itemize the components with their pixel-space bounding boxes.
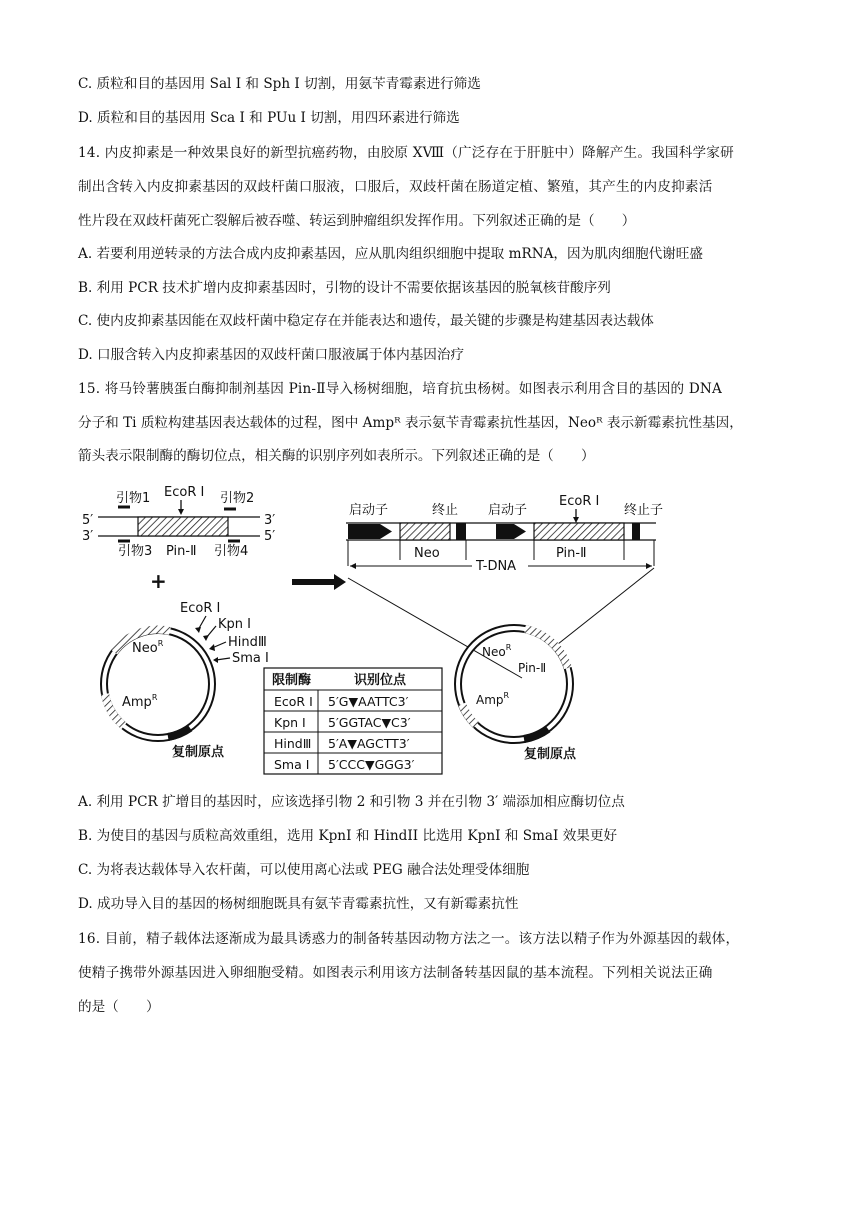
plasmid-kpni-label: Kpn Ⅰ	[218, 617, 251, 632]
option-15a: A. 利用 PCR 扩增目的基因时，应该选择引物 2 和引物 3 并在引物 3′ 端添加相应酶切位点	[78, 794, 625, 810]
connector-line-right	[558, 568, 654, 644]
plus-sign: +	[150, 569, 167, 593]
pin-ii-label-right: Pin-Ⅱ	[518, 661, 547, 675]
question-16-line3: 的是（ ）	[78, 999, 160, 1015]
option-14a: A. 若要利用逆转录的方法合成内皮抑素基因，应从肌肉组织细胞中提取 mRNA，因为肌肉细胞代谢旺盛	[78, 246, 703, 262]
neo-label: Neo	[414, 546, 440, 561]
plasmid-hindiii-label: HindⅢ	[228, 635, 267, 650]
three-prime-top: 3′	[264, 513, 276, 528]
table-row-enzyme: HindⅢ	[274, 736, 312, 751]
question-16-line1: 16. 目前，精子载体法逐渐成为最具诱惑力的制备转基因动物方法之一。该方法以精子作为外源基因的载体，	[78, 931, 740, 947]
t-dna-map	[346, 494, 663, 574]
ti-plasmid	[104, 601, 269, 760]
table-row-site: 5′G▼AATTC3′	[328, 694, 409, 709]
promoter1-label: 启动子	[349, 503, 389, 518]
option-14b: B. 利用 PCR 技术扩增内皮抑素基因时，引物的设计不需要依据该基因的脱氧核苷酸序列	[78, 280, 611, 296]
ori-label: 复制原点	[172, 745, 225, 760]
question-15-line1: 15. 将马铃薯胰蛋白酶抑制剂基因 Pin-Ⅱ导入杨树细胞，培育抗虫杨树。如图表示利用含目的基因的 DNA	[78, 381, 723, 397]
promoter2-arrow	[496, 524, 526, 539]
option-15c: C. 为将表达载体导入农杆菌，可以使用离心法或 PEG 融合法处理受体细胞	[78, 862, 530, 878]
gene-dna-fragment	[82, 485, 275, 593]
vector-construction-figure	[78, 478, 718, 778]
plasmid-ecori-label: EcoR Ⅰ	[180, 601, 221, 616]
table-row-site: 5′A▼AGCTT3′	[328, 736, 410, 751]
option-14c: C. 使内皮抑素基因能在双歧杆菌中稳定存在并能表达和遗传，最关键的步骤是构建基因表达载体	[78, 313, 654, 329]
question-14-line2: 制出含转入内皮抑素基因的双歧杆菌口服液，口服后，双歧杆菌在肠道定植、繁殖，其产生的内皮抑素活	[78, 179, 713, 195]
ori-label-right: 复制原点	[524, 747, 577, 762]
terminator2-label: 终止子	[624, 503, 664, 518]
ori-region	[168, 728, 190, 737]
terminator1-label: 终止	[432, 503, 459, 518]
three-prime-bottom: 3′	[82, 529, 94, 544]
amp-r-region-right	[462, 704, 476, 725]
pin-ii-gene-segment-tdna	[534, 523, 624, 540]
primer4-label: 引物4	[214, 544, 249, 559]
table-row-enzyme: Sma Ⅰ	[274, 757, 310, 772]
promoter1-arrow	[348, 524, 392, 539]
question-14-line3: 性片段在双歧杆菌死亡裂解后被吞噬、转运到肿瘤组织发挥作用。下列叙述正确的是（ ）	[78, 213, 636, 229]
question-14-line1: 14. 内皮抑素是一种效果良好的新型抗癌药物，由胶原 XⅧ（广泛存在于肝脏中）降解产生。我国科学家研	[78, 145, 734, 161]
amp-r-label: Amp$^R$	[122, 693, 158, 710]
expression-vector-plasmid	[458, 628, 577, 762]
pin-ii-label: Pin-Ⅱ	[166, 544, 197, 559]
option-14d: D. 口服含转入内皮抑素基因的双歧杆菌口服液属于体内基因治疗	[78, 347, 465, 363]
option-13c: C. 质粒和目的基因用 Sal Ⅰ 和 Sph Ⅰ 切割，用氨苄青霉素进行筛选	[78, 76, 481, 92]
ecori-arrowhead-tdna	[573, 517, 579, 523]
process-arrow-icon	[292, 574, 346, 590]
question-15-line3: 箭头表示限制酶的酶切位点，相关酶的识别序列如表所示。下列叙述正确的是（ ）	[78, 448, 595, 464]
terminator2-block	[632, 523, 640, 540]
option-15d: D. 成功导入目的基因的杨树细胞既具有氨苄青霉素抗性，又有新霉素抗性	[78, 896, 519, 912]
table-row-enzyme: EcoR Ⅰ	[274, 694, 313, 709]
enzyme-table	[264, 668, 442, 774]
t-dna-label: T-DNA	[476, 559, 517, 574]
ori-region-right	[524, 729, 548, 739]
table-header-site: 识别位点	[354, 673, 407, 688]
amp-r-label-right: Amp$^R$	[476, 691, 510, 707]
terminator1-block	[456, 523, 466, 540]
table-row-enzyme: Kpn Ⅰ	[274, 715, 306, 730]
pin-ii-gene-segment	[138, 517, 228, 536]
primer1-label: 引物1	[116, 491, 151, 506]
ecori-site-label: EcoR Ⅰ	[164, 485, 205, 500]
table-header-enzyme: 限制酶	[272, 673, 312, 688]
five-prime-top: 5′	[82, 513, 94, 528]
pin-ii-label-tdna: Pin-Ⅱ	[556, 546, 587, 561]
neo-gene-segment	[400, 523, 450, 540]
neo-r-label: Neo$^R$	[132, 639, 164, 656]
table-row-site: 5′GGTAC▼C3′	[328, 715, 411, 730]
question-16-line2: 使精子携带外源基因进入卵细胞受精。如图表示利用该方法制备转基因鼠的基本流程。下列相关说法正确	[78, 965, 713, 981]
ecori-arrowhead	[178, 509, 184, 515]
table-row-site: 5′CCC▼GGG3′	[328, 757, 415, 772]
primer2-label: 引物2	[220, 491, 255, 506]
ecori-site-label-tdna: EcoR Ⅰ	[559, 494, 600, 509]
question-15-line2: 分子和 Ti 质粒构建基因表达载体的过程，图中 Ampᴿ 表示氨苄青霉素抗性基因，Neoᴿ 表示新霉素抗性基因，	[78, 415, 743, 431]
five-prime-bottom: 5′	[264, 529, 276, 544]
neo-r-label-right: Neo$^R$	[482, 643, 512, 659]
option-13d: D. 质粒和目的基因用 Sca Ⅰ 和 PUu Ⅰ 切割，用四环素进行筛选	[78, 110, 460, 126]
plasmid-smai-label: Sma Ⅰ	[232, 651, 269, 666]
option-15b: B. 为使目的基因与质粒高效重组，选用 KpnI 和 HindII 比选用 KpnI 和 SmaI 效果更好	[78, 828, 618, 844]
primer3-label: 引物3	[118, 544, 153, 559]
promoter2-label: 启动子	[488, 503, 528, 518]
